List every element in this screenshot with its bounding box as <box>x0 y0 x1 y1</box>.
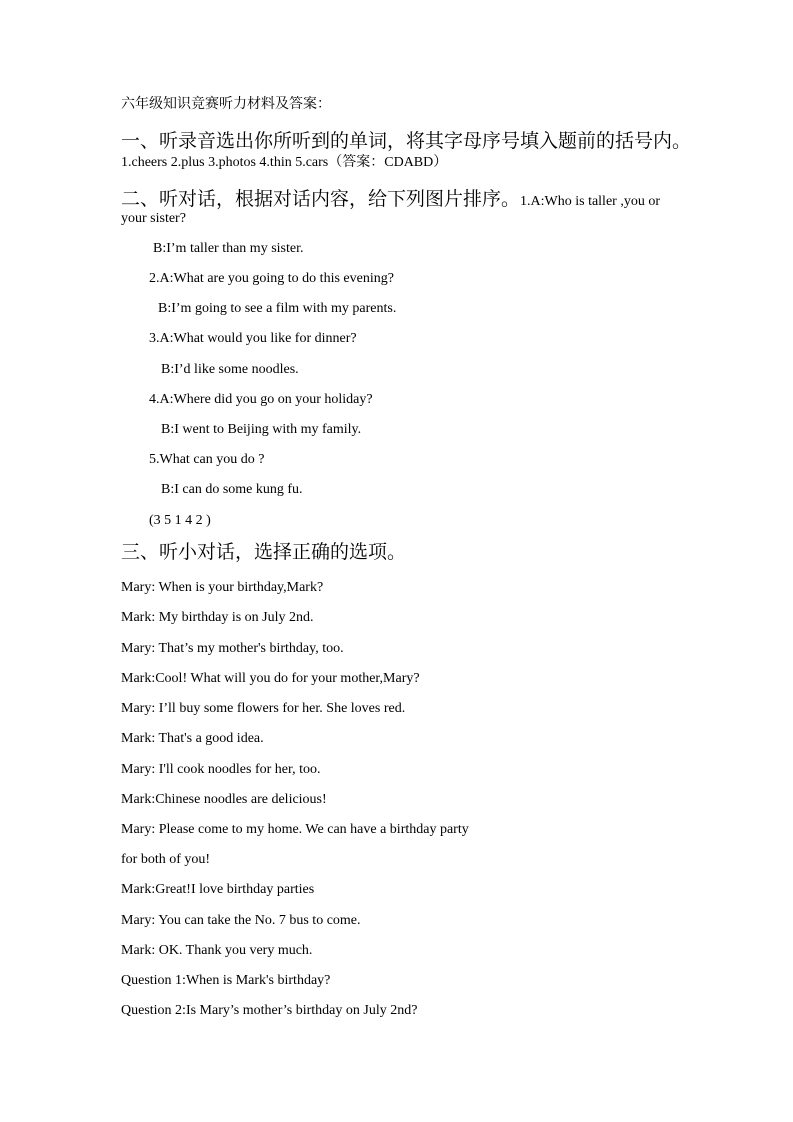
conversation-line: Mary: That’s my mother's birthday, too. <box>121 641 344 656</box>
dialogue-line: 3.A:What would you like for dinner? <box>149 331 357 346</box>
conversation-line: Mary: I’ll buy some flowers for her. She loves red. <box>121 701 406 716</box>
dialogue-line: B:I’d like some noodles. <box>161 362 299 377</box>
question-line: Question 2:Is Mary’s mother’s birthday on July 2nd? <box>121 1003 418 1018</box>
conversation-line: Mark: My birthday is on July 2nd. <box>121 610 314 625</box>
conversation-line: Mary: Please come to my home. We can have a birthday party <box>121 822 469 837</box>
dialogue-line: B:I’m going to see a film with my parents. <box>158 301 397 316</box>
dialogue-line: B:I’m taller than my sister. <box>153 241 304 256</box>
section-2-heading <box>121 188 660 214</box>
section-1-word-list: 1.cheers 2.plus 3.photos 4.thin 5.cars（答案：CDABD） <box>121 155 448 170</box>
dialogue-1-question-cont: your sister? <box>121 211 186 226</box>
dialogue-line: 2.A:What are you going to do this evening? <box>149 271 394 286</box>
document-title: 六年级知识竞赛听力材料及答案： <box>121 97 331 112</box>
section-3-heading: 三、听小对话，选择正确的选项。 <box>121 542 407 563</box>
conversation-line: Mary: I'll cook noodles for her, too. <box>121 762 321 777</box>
dialogue-1-question: 1.A:Who is taller ,you or <box>520 194 660 209</box>
section-1-heading: 一、听录音选出你所听到的单词，将其字母序号填入题前的括号内。 <box>121 131 692 152</box>
conversation-line: Mark: That's a good idea. <box>121 731 264 746</box>
conversation-line: Mark:Great!I love birthday parties <box>121 882 315 897</box>
dialogue-line: 5.What can you do ? <box>149 452 265 467</box>
conversation-line: Mark: OK. Thank you very much. <box>121 943 313 958</box>
question-line: Question 1:When is Mark's birthday? <box>121 973 331 988</box>
dialogue-line: B:I can do some kung fu. <box>161 482 303 497</box>
section-2-answer: (3 5 1 4 2 ) <box>149 513 211 528</box>
dialogue-line: B:I went to Beijing with my family. <box>161 422 362 437</box>
section-2-heading-text: 二、听对话，根据对话内容，给下列图片排序。 <box>121 189 521 210</box>
conversation-line: for both of you! <box>121 852 211 867</box>
conversation-line: Mary: When is your birthday,Mark? <box>121 580 324 595</box>
conversation-line: Mary: You can take the No. 7 bus to come. <box>121 913 361 928</box>
conversation-line: Mark:Cool! What will you do for your mother,Mary? <box>121 671 420 686</box>
dialogue-line: 4.A:Where did you go on your holiday? <box>149 392 373 407</box>
conversation-line: Mark:Chinese noodles are delicious! <box>121 792 327 807</box>
